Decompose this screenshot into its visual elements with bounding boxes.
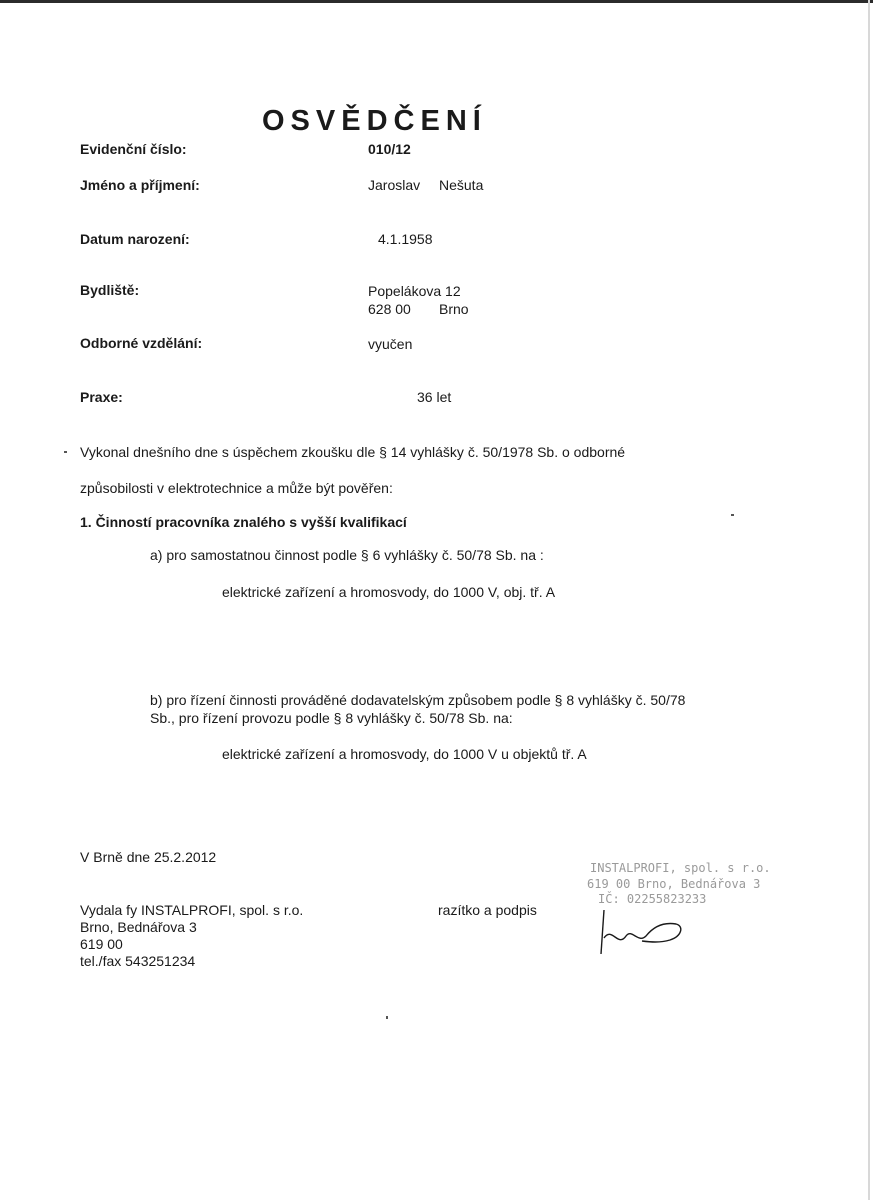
value-street: Popelákova 12 bbox=[368, 283, 461, 299]
document-title: OSVĚDČENÍ bbox=[262, 105, 487, 137]
label-residence: Bydliště: bbox=[80, 282, 140, 298]
label-practice: Praxe: bbox=[80, 389, 123, 405]
stamp-signature-label: razítko a podpis bbox=[438, 902, 537, 918]
value-last-name: Nešuta bbox=[439, 177, 484, 193]
signature-icon bbox=[590, 908, 690, 958]
item-b-line-2: Sb., pro řízení provozu podle § 8 vyhlášky č. 50/78 Sb. na: bbox=[150, 710, 513, 726]
stamp-line-3: IČ: 02255823233 bbox=[598, 892, 707, 906]
value-first-name: Jaroslav bbox=[368, 177, 421, 193]
value-education: vyučen bbox=[368, 336, 413, 352]
item-b-line-1: b) pro řízení činnosti prováděné dodavatelským způsobem podle § 8 vyhlášky č. 50/78 bbox=[150, 692, 686, 708]
issuer-line-4: tel./fax 543251234 bbox=[80, 953, 196, 969]
stamp-line-2: 619 00 Brno, Bednářova 3 bbox=[587, 877, 761, 891]
intro-line-1: Vykonal dnešního dne s úspěchem zkoušku dle § 14 vyhlášky č. 50/1978 Sb. o odborné bbox=[80, 444, 626, 460]
label-full-name: Jméno a příjmení: bbox=[80, 177, 200, 193]
label-registration-number: Evidenční číslo: bbox=[80, 141, 187, 157]
issuer-line-1: Vydala fy INSTALPROFI, spol. s r.o. bbox=[80, 902, 304, 918]
value-zip: 628 00 bbox=[368, 301, 411, 317]
scan-speck bbox=[386, 1016, 388, 1019]
issuer-line-3: 619 00 bbox=[80, 936, 123, 952]
stamp-line-1: INSTALPROFI, spol. s r.o. bbox=[590, 861, 771, 875]
label-birth-date: Datum narození: bbox=[80, 231, 190, 247]
value-birth-date: 4.1.1958 bbox=[378, 231, 433, 247]
value-city: Brno bbox=[439, 301, 469, 317]
value-registration-number: 010/12 bbox=[368, 141, 411, 157]
item-b-scope: elektrické zařízení a hromosvody, do 1000 V u objektů tř. A bbox=[222, 746, 587, 762]
section-heading: 1. Činností pracovníka znalého s vyšší kvalifikací bbox=[80, 514, 407, 530]
item-a-scope: elektrické zařízení a hromosvody, do 1000 V, obj. tř. A bbox=[222, 584, 556, 600]
scan-speck bbox=[731, 514, 734, 516]
issuer-line-2: Brno, Bednářova 3 bbox=[80, 919, 197, 935]
label-education: Odborné vzdělání: bbox=[80, 335, 203, 351]
place-and-date: V Brně dne 25.2.2012 bbox=[80, 849, 217, 865]
intro-line-2: způsobilosti v elektrotechnice a může být pověřen: bbox=[80, 480, 393, 496]
scan-right-edge bbox=[868, 0, 870, 1200]
value-practice: 36 let bbox=[417, 389, 452, 405]
scan-top-edge bbox=[0, 0, 873, 3]
item-a: a) pro samostatnou činnost podle § 6 vyhlášky č. 50/78 Sb. na : bbox=[150, 547, 544, 563]
scan-speck bbox=[64, 451, 67, 453]
